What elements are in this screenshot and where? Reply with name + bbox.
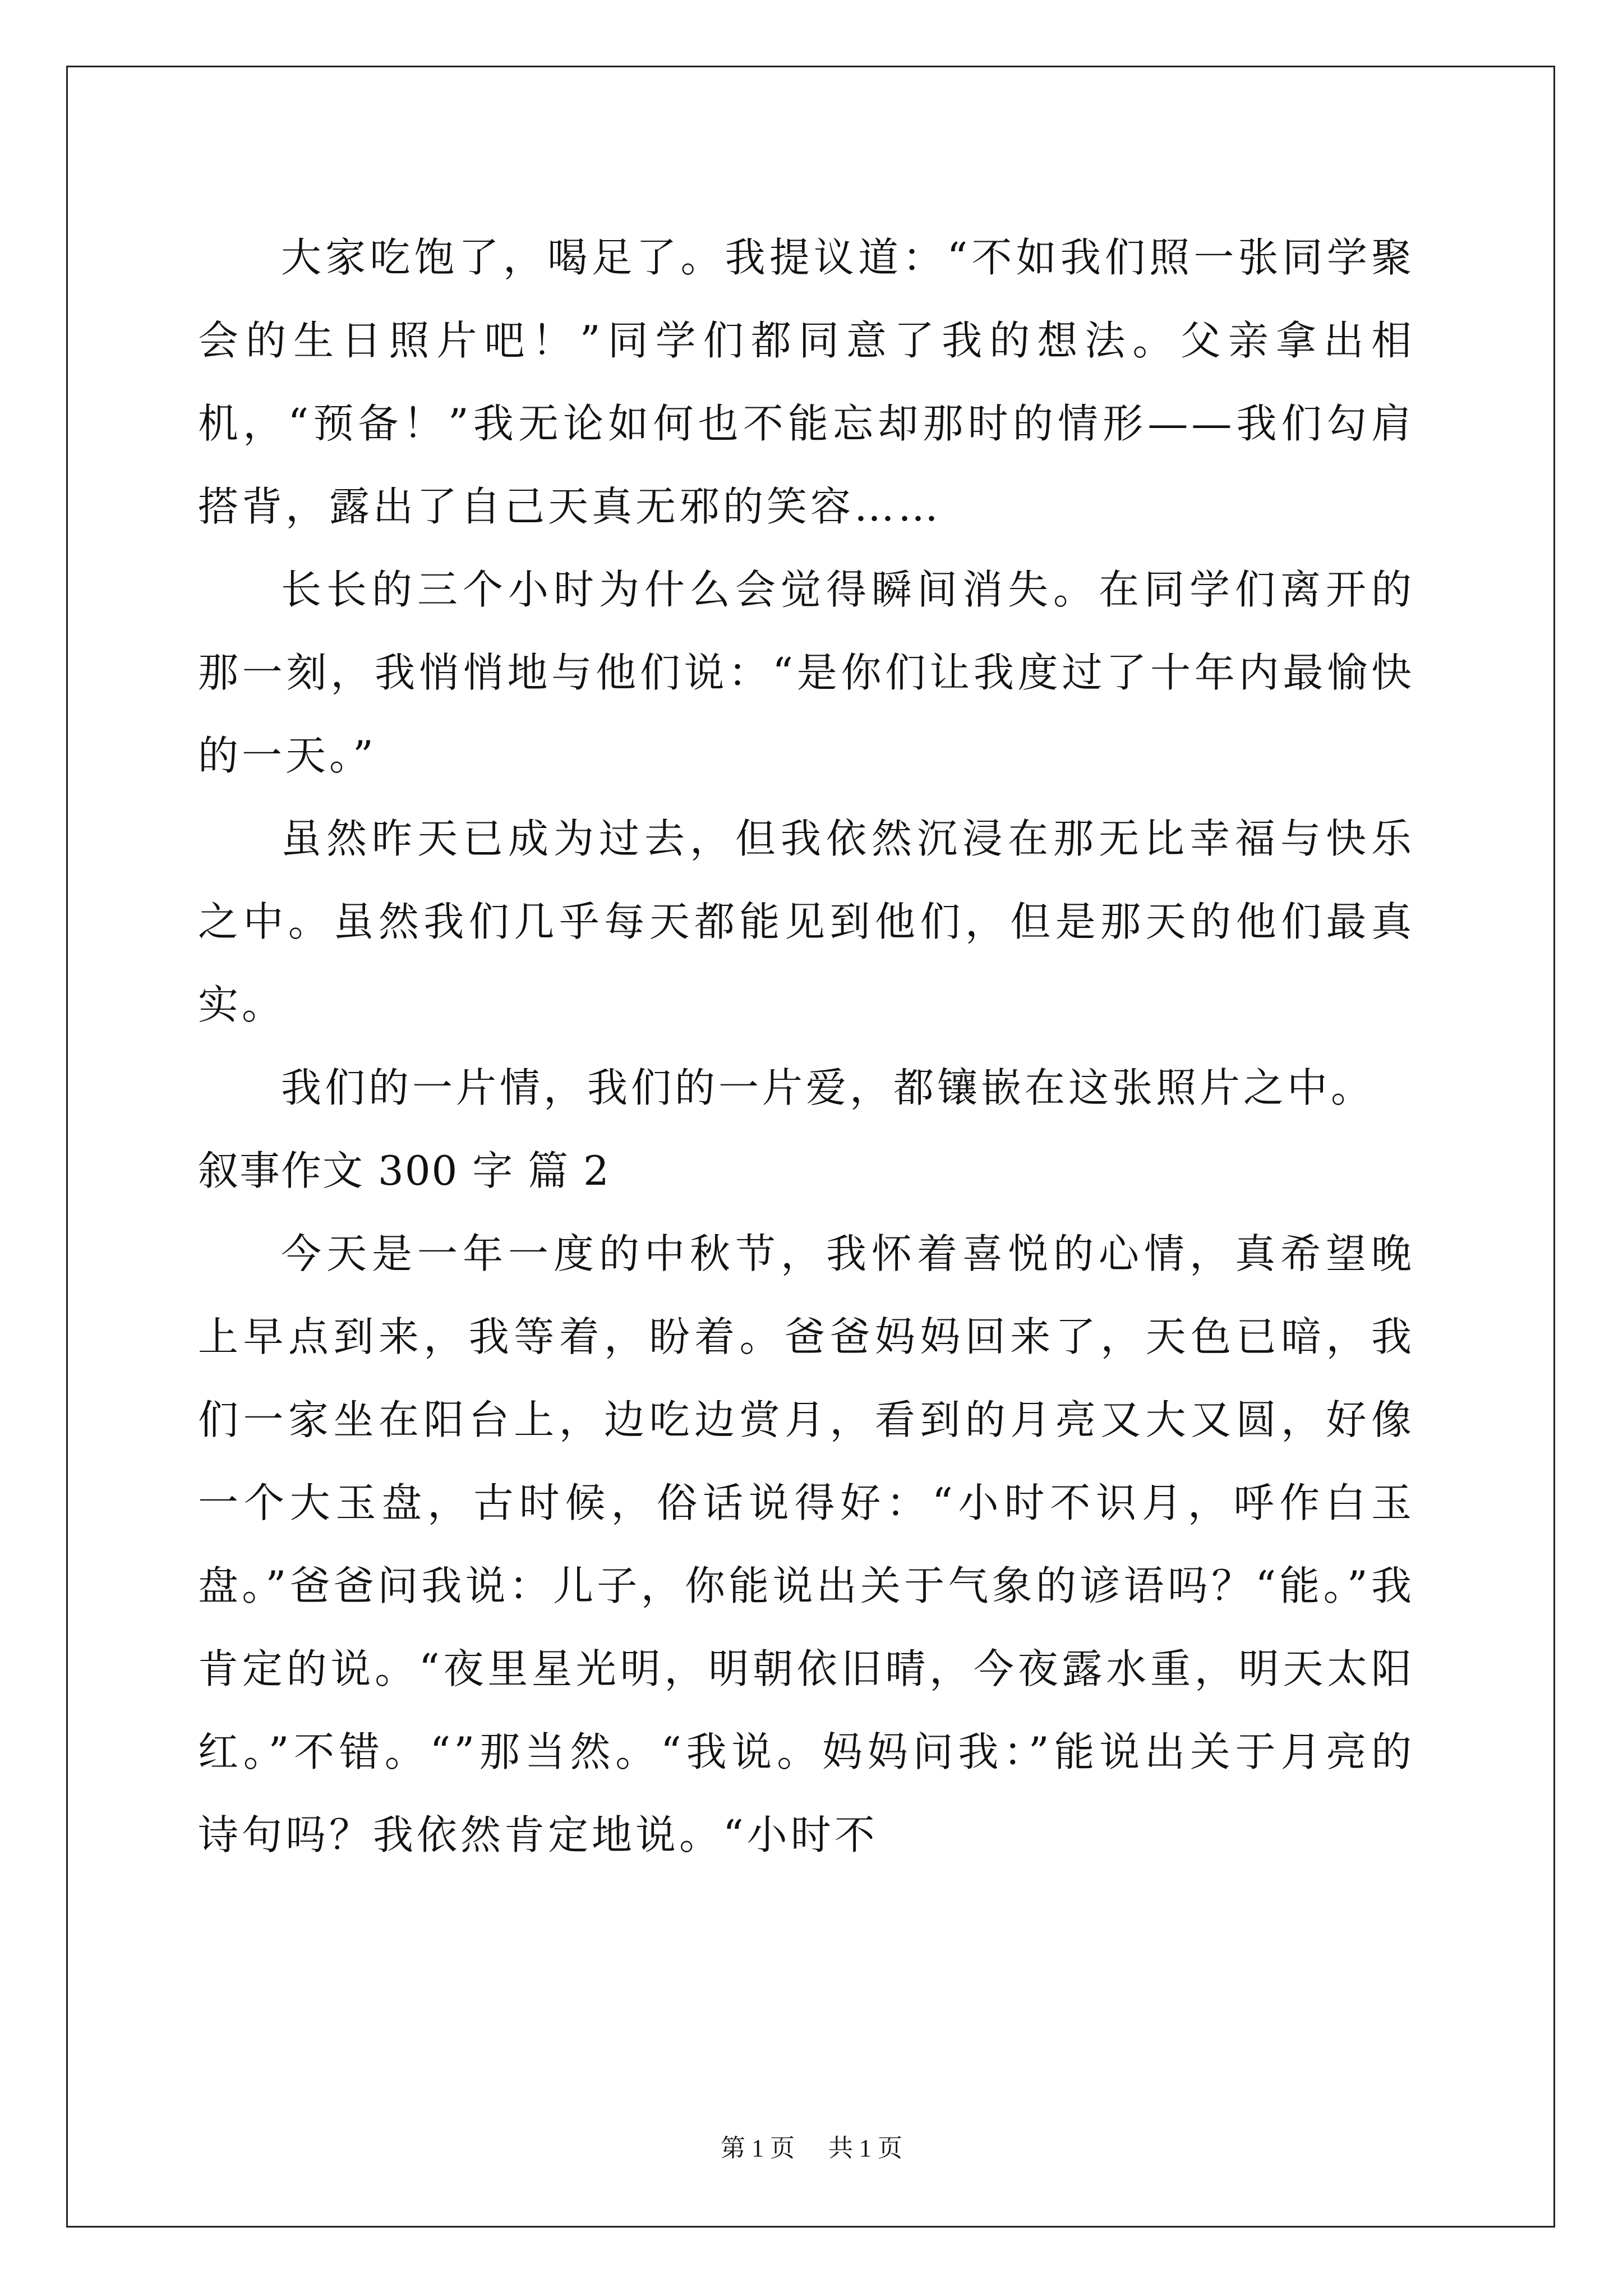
paragraph-yesterday: 虽然昨天已成为过去，但我依然沉浸在那无比幸福与快乐之中。虽然我们几乎每天都能见到他们，但是那天的他们最真实。 bbox=[198, 815, 1415, 1028]
paragraph-mid-autumn: 今天是一年一度的中秋节，我怀着喜悦的心情，真希望晚上早点到来，我等着，盼着。爸爸妈妈回来了，天色已暗，我们一家坐在阳台上，边吃边赏月，看到的月亮又大又圆，好像一个大玉盘，古时候，俗话说得好：“小时不识月，呼作白玉盘。”爸爸问我说：儿子，你能说出关于气象的谚语吗？“能。”我肯定的说。“夜里星光明，明朝依旧晴，今夜露水重，明天太阳红。”不错。“”那当然。“我说。妈妈问我：”能说出关于月亮的诗句吗？我依然肯定地说。“小时不 bbox=[198, 1230, 1415, 1858]
paragraph-love: 我们的一片情，我们的一片爱，都镶嵌在这张照片之中。 bbox=[281, 1064, 1375, 1111]
page-number: 第 1 页 bbox=[721, 2134, 795, 2162]
page-total: 共 1 页 bbox=[828, 2134, 902, 2162]
paragraph-three-hours: 长长的三个小时为什么会觉得瞬间消失。在同学们离开的那一刻，我悄悄地与他们说：“是你们让我度过了十年内最愉快的一天。” bbox=[198, 566, 1415, 779]
page-footer bbox=[0, 2132, 1623, 2165]
section-heading: 叙事作文 300 字 篇 2 bbox=[198, 1147, 610, 1194]
document-body bbox=[198, 216, 1415, 1876]
paragraph-party-photo: 大家吃饱了，喝足了。我提议道：“不如我们照一张同学聚会的生日照片吧！”同学们都同意了我的想法。父亲拿出相机，“预备！”我无论如何也不能忘却那时的情形——我们勾肩搭背，露出了自己天真无邪的笑容…… bbox=[198, 234, 1415, 530]
